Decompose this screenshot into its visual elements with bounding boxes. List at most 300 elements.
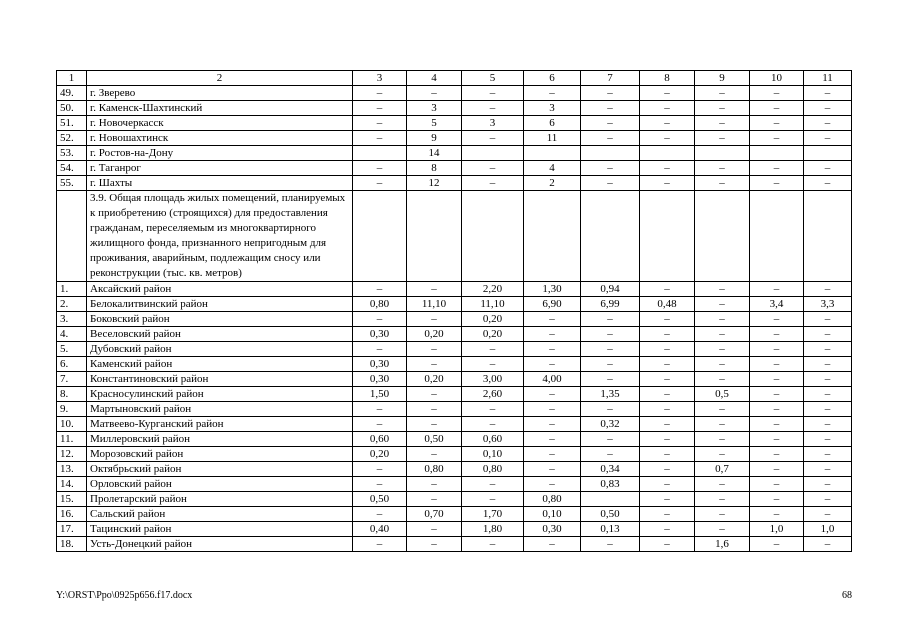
row-name: Каменский район [87,357,353,372]
value-cell: 0,32 [581,417,640,432]
row-number: 3. [57,312,87,327]
value-cell: 11,10 [462,297,524,312]
value-cell: – [462,357,524,372]
row-name: г. Ростов-на-Дону [87,146,353,161]
value-cell: – [640,432,695,447]
row-number: 16. [57,507,87,522]
value-cell: – [804,342,852,357]
value-cell [581,492,640,507]
value-cell: – [695,402,750,417]
value-cell: 6 [524,116,581,131]
value-cell: – [750,131,804,146]
value-cell: 0,50 [353,492,407,507]
value-cell: 0,94 [581,282,640,297]
table-row [57,402,852,417]
value-cell: 0,30 [353,327,407,342]
column-header: 4 [407,71,462,86]
row-number: 7. [57,372,87,387]
row-name: г. Таганрог [87,161,353,176]
value-cell: 0,20 [407,372,462,387]
value-cell: – [462,131,524,146]
value-cell: – [804,131,852,146]
value-cell: – [407,537,462,552]
value-cell: 3 [524,101,581,116]
table-row [57,417,852,432]
table-row [57,116,852,131]
value-cell: – [804,492,852,507]
value-cell: 0,5 [695,387,750,402]
row-number: 2. [57,297,87,312]
row-number: 55. [57,176,87,191]
value-cell: – [581,432,640,447]
value-cell [640,146,695,161]
value-cell: 0,50 [407,432,462,447]
value-cell: – [750,537,804,552]
value-cell: – [524,417,581,432]
value-cell: 0,10 [524,507,581,522]
section-title: 3.9. Общая площадь жилых помещений, планируемых к приобретению (строящихся) для предоставления гражданам, переселяемым из многоквартирного жилищного фонда, признанного непригодным для проживания, аварийным, подлежащим сносу или реконструкции (тыс. кв. метров) [87,191,353,282]
value-cell: – [640,402,695,417]
row-number: 8. [57,387,87,402]
value-cell: – [640,387,695,402]
row-number: 17. [57,522,87,537]
value-cell: 8 [407,161,462,176]
value-cell: 1,50 [353,387,407,402]
table-row [57,146,852,161]
value-cell: – [640,312,695,327]
value-cell: 3,3 [804,297,852,312]
value-cell: – [640,447,695,462]
value-cell: – [524,447,581,462]
row-name: Белокалитвинский район [87,297,353,312]
value-cell: – [407,342,462,357]
value-cell: – [750,312,804,327]
value-cell: – [407,447,462,462]
value-cell: – [407,357,462,372]
value-cell: 3 [462,116,524,131]
value-cell: 1,30 [524,282,581,297]
value-cell: – [750,161,804,176]
table-row [57,522,852,537]
value-cell: – [581,327,640,342]
empty-cell [640,191,695,282]
value-cell: – [750,176,804,191]
value-cell: – [640,327,695,342]
value-cell: – [695,522,750,537]
value-cell: – [581,161,640,176]
value-cell: – [581,116,640,131]
value-cell: – [750,342,804,357]
value-cell: – [640,282,695,297]
row-number: 11. [57,432,87,447]
value-cell: – [407,477,462,492]
row-name: г. Шахты [87,176,353,191]
value-cell: – [750,507,804,522]
value-cell [353,146,407,161]
row-name: Орловский район [87,477,353,492]
row-number: 9. [57,402,87,417]
value-cell: 0,60 [462,432,524,447]
row-number: 10. [57,417,87,432]
value-cell: – [524,402,581,417]
value-cell: – [640,176,695,191]
empty-cell [695,191,750,282]
value-cell: – [462,477,524,492]
value-cell: 2 [524,176,581,191]
table-row [57,86,852,101]
value-cell: – [750,477,804,492]
row-number: 13. [57,462,87,477]
value-cell: – [407,492,462,507]
value-cell: 0,20 [462,312,524,327]
value-cell: – [750,417,804,432]
column-header: 2 [87,71,353,86]
row-name: Константиновский район [87,372,353,387]
value-cell: – [353,462,407,477]
value-cell: – [524,357,581,372]
column-header: 3 [353,71,407,86]
value-cell: – [640,372,695,387]
row-name: Матвеево-Курганский район [87,417,353,432]
row-name: г. Зверево [87,86,353,101]
data-table [56,70,852,552]
value-cell [524,146,581,161]
value-cell: – [695,417,750,432]
value-cell: – [581,131,640,146]
value-cell: – [462,492,524,507]
value-cell: – [804,537,852,552]
value-cell: – [750,357,804,372]
value-cell: – [581,312,640,327]
value-cell: – [407,282,462,297]
value-cell [750,146,804,161]
value-cell: – [804,447,852,462]
value-cell: 0,40 [353,522,407,537]
value-cell: – [695,447,750,462]
value-cell: – [695,477,750,492]
row-number: 1. [57,282,87,297]
value-cell: – [750,86,804,101]
value-cell: – [353,417,407,432]
value-cell: – [353,507,407,522]
value-cell: – [462,537,524,552]
table-row [57,357,852,372]
value-cell: – [353,116,407,131]
row-number: 49. [57,86,87,101]
value-cell: – [695,507,750,522]
value-cell: 0,34 [581,462,640,477]
value-cell: 0,10 [462,447,524,462]
value-cell: – [640,522,695,537]
value-cell: – [640,131,695,146]
value-cell: 0,7 [695,462,750,477]
value-cell: 3 [407,101,462,116]
value-cell: 0,20 [407,327,462,342]
value-cell: 0,13 [581,522,640,537]
table-row [57,131,852,146]
value-cell: 3,4 [750,297,804,312]
value-cell: 4,00 [524,372,581,387]
value-cell: – [524,342,581,357]
value-cell: – [353,402,407,417]
value-cell: – [581,86,640,101]
value-cell: – [353,86,407,101]
value-cell: – [695,131,750,146]
value-cell: – [804,432,852,447]
value-cell: – [804,312,852,327]
value-cell: 1,35 [581,387,640,402]
value-cell: 0,20 [462,327,524,342]
value-cell: 0,60 [353,432,407,447]
value-cell: – [750,387,804,402]
value-cell: 2,20 [462,282,524,297]
row-name: Аксайский район [87,282,353,297]
value-cell: – [524,537,581,552]
footer-file-path: Y:\ORST\Ppo\0925p656.f17.docx [56,590,193,601]
column-header: 1 [57,71,87,86]
value-cell: – [804,507,852,522]
row-name: Морозовский район [87,447,353,462]
value-cell: – [581,372,640,387]
row-name: г. Новошахтинск [87,131,353,146]
value-cell: 0,80 [407,462,462,477]
value-cell: 1,6 [695,537,750,552]
value-cell: – [524,387,581,402]
value-cell: – [750,492,804,507]
value-cell: – [804,282,852,297]
value-cell: – [462,176,524,191]
value-cell: – [695,161,750,176]
value-cell: – [353,101,407,116]
value-cell: – [640,342,695,357]
row-name: г. Новочеркасск [87,116,353,131]
table-row [57,492,852,507]
value-cell: – [353,176,407,191]
empty-cell [804,191,852,282]
value-cell: – [640,477,695,492]
value-cell: – [640,86,695,101]
value-cell: – [804,327,852,342]
value-cell: – [462,402,524,417]
value-cell: – [640,417,695,432]
empty-cell [524,191,581,282]
table-row [57,372,852,387]
table-row [57,297,852,312]
table-row [57,432,852,447]
value-cell: – [353,131,407,146]
value-cell: – [462,342,524,357]
value-cell: 1,80 [462,522,524,537]
value-cell: – [640,537,695,552]
value-cell: – [695,372,750,387]
value-cell: 2,60 [462,387,524,402]
value-cell: – [407,522,462,537]
section-number-cell [57,191,87,282]
value-cell: – [353,537,407,552]
value-cell: – [804,101,852,116]
value-cell: 1,0 [804,522,852,537]
value-cell: – [462,161,524,176]
column-header: 6 [524,71,581,86]
value-cell: – [750,327,804,342]
row-number: 54. [57,161,87,176]
value-cell: – [524,477,581,492]
value-cell: – [640,462,695,477]
table-row [57,477,852,492]
value-cell: – [695,342,750,357]
value-cell [695,146,750,161]
row-name: Боковский район [87,312,353,327]
row-name: Октябрьский район [87,462,353,477]
value-cell: 9 [407,131,462,146]
value-cell: 1,70 [462,507,524,522]
empty-cell [407,191,462,282]
value-cell: – [524,327,581,342]
value-cell: 14 [407,146,462,161]
table-body [57,71,852,552]
value-cell: 0,30 [353,372,407,387]
value-cell: – [695,86,750,101]
column-header: 9 [695,71,750,86]
value-cell: 0,70 [407,507,462,522]
value-cell: 6,99 [581,297,640,312]
header-row [57,71,852,86]
value-cell [581,146,640,161]
table-row [57,101,852,116]
table-row [57,282,852,297]
page-number: 68 [842,590,852,601]
value-cell: – [524,432,581,447]
value-cell: – [581,342,640,357]
row-name: Усть-Донецкий район [87,537,353,552]
empty-cell [462,191,524,282]
value-cell: – [804,477,852,492]
value-cell: – [695,282,750,297]
value-cell: – [804,462,852,477]
value-cell [462,146,524,161]
value-cell: 12 [407,176,462,191]
empty-cell [581,191,640,282]
value-cell [804,146,852,161]
value-cell: – [581,402,640,417]
value-cell: – [581,101,640,116]
table-row [57,176,852,191]
value-cell: 1,0 [750,522,804,537]
table-row [57,327,852,342]
row-name: Мартыновский район [87,402,353,417]
row-name: Сальский район [87,507,353,522]
value-cell: – [804,417,852,432]
value-cell: – [640,161,695,176]
table-row [57,462,852,477]
value-cell: – [353,342,407,357]
value-cell: – [462,101,524,116]
value-cell: – [353,477,407,492]
value-cell: – [750,282,804,297]
value-cell: – [804,372,852,387]
value-cell: – [353,161,407,176]
column-header: 7 [581,71,640,86]
value-cell: – [695,101,750,116]
empty-cell [353,191,407,282]
empty-cell [750,191,804,282]
table-row [57,447,852,462]
value-cell: – [750,462,804,477]
value-cell: – [640,116,695,131]
row-number: 12. [57,447,87,462]
value-cell: – [640,101,695,116]
value-cell: – [695,432,750,447]
value-cell: 0,50 [581,507,640,522]
value-cell: – [695,357,750,372]
value-cell: – [804,86,852,101]
value-cell: – [640,492,695,507]
value-cell: – [640,507,695,522]
row-number: 50. [57,101,87,116]
column-header: 5 [462,71,524,86]
row-name: Дубовский район [87,342,353,357]
table-row [57,312,852,327]
row-name: Миллеровский район [87,432,353,447]
table-row [57,387,852,402]
value-cell: – [581,447,640,462]
value-cell: – [353,282,407,297]
row-name: г. Каменск-Шахтинский [87,101,353,116]
value-cell: – [695,116,750,131]
value-cell: 0,48 [640,297,695,312]
value-cell: 5 [407,116,462,131]
value-cell: – [462,417,524,432]
value-cell: 3,00 [462,372,524,387]
value-cell: 0,80 [462,462,524,477]
value-cell: – [750,402,804,417]
value-cell: – [524,462,581,477]
value-cell: – [581,176,640,191]
value-cell: – [750,447,804,462]
value-cell: 0,30 [353,357,407,372]
value-cell: 6,90 [524,297,581,312]
value-cell: – [695,327,750,342]
row-number: 4. [57,327,87,342]
value-cell: – [581,537,640,552]
row-number: 14. [57,477,87,492]
value-cell: – [804,161,852,176]
value-cell: 0,30 [524,522,581,537]
value-cell: – [407,312,462,327]
value-cell: 11 [524,131,581,146]
value-cell: – [804,176,852,191]
row-number: 53. [57,146,87,161]
value-cell: 0,80 [524,492,581,507]
value-cell: – [804,116,852,131]
value-cell: 0,20 [353,447,407,462]
value-cell: – [581,357,640,372]
row-number: 6. [57,357,87,372]
value-cell: 0,80 [353,297,407,312]
value-cell: – [804,387,852,402]
value-cell: 4 [524,161,581,176]
value-cell: – [407,387,462,402]
value-cell: – [695,312,750,327]
table-row [57,537,852,552]
value-cell: – [524,86,581,101]
row-name: Тацинский район [87,522,353,537]
value-cell: 11,10 [407,297,462,312]
column-header: 11 [804,71,852,86]
row-name: Красносулинский район [87,387,353,402]
value-cell: – [750,372,804,387]
value-cell: – [407,402,462,417]
